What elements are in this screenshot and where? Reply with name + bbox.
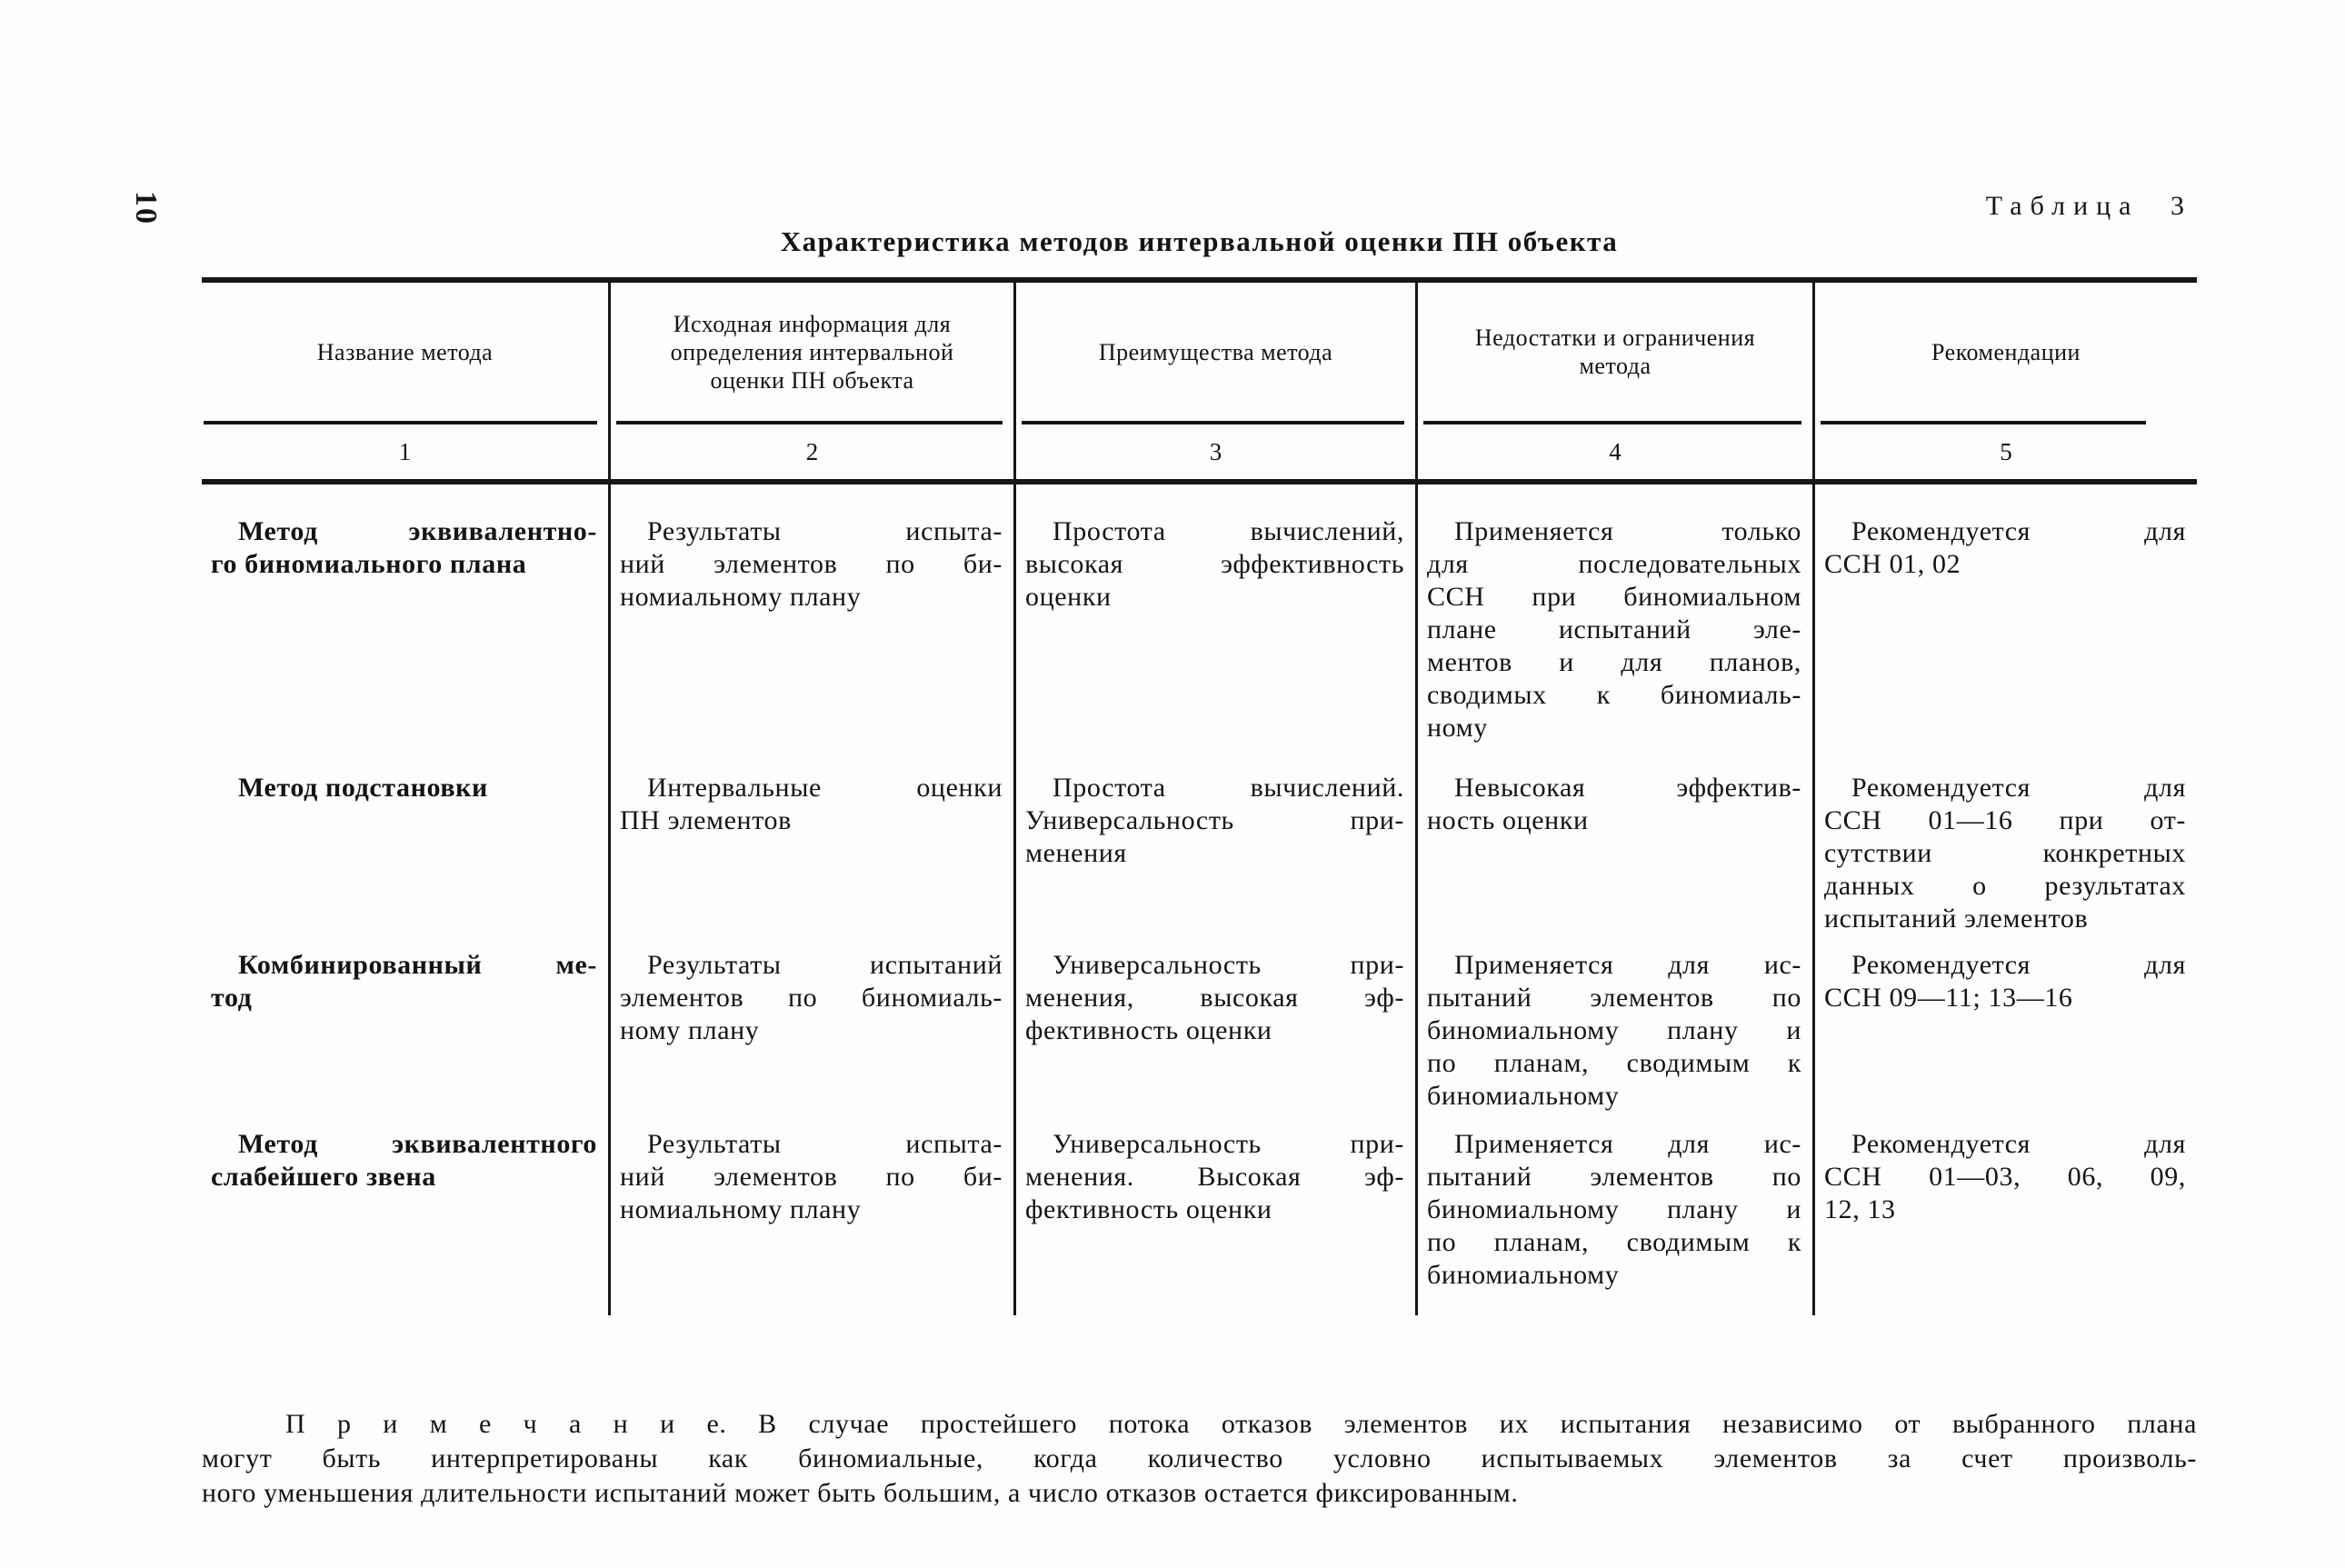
column-header-advantages: Преимущества метода — [1016, 283, 1418, 421]
document-title: Характеристика методов интервальной оценки ПН объекта — [780, 225, 1619, 257]
column-number-3: 3 — [1016, 424, 1418, 479]
column-number-5: 5 — [2000, 437, 2012, 465]
row-4-drawbacks-cell: Применяется для ис- пытаний элементов по биномиальному плану и по планам, сводимым к биномиальному — [1418, 1123, 1815, 1315]
row-1-source-info-cell: Результаты испыта- ний элементов по би- номиальному плану — [611, 484, 1016, 768]
column-number-1: 1 — [202, 424, 611, 479]
table-label: Таблица 3 — [1985, 191, 2192, 221]
row-3-recommendations-cell: Рекомендуется для ССН 09—11; 13—16 — [1824, 950, 2186, 1013]
column-number-4: 4 — [1418, 424, 1815, 479]
column-numbers-row — [202, 424, 2197, 479]
row-2-advantages-cell: Простота вычислений. Универсальность при- менения — [1016, 768, 1418, 945]
row-1-recommendations-cell: Рекомендуется для ССН 01, 02 — [1824, 516, 2186, 579]
row-3-advantages-cell: Универсальность при- менения, высокая эф- фективность оценки — [1016, 945, 1418, 1123]
row-4-recommendations-cell: Рекомендуется для ССН 01—03, 06, 09, 12, 13 — [1824, 1129, 2186, 1224]
table-header-row — [202, 277, 2197, 421]
row-4-source-info-cell: Результаты испыта- ний элементов по би- номиальному плану — [611, 1123, 1016, 1315]
row-3-method-cell: Комбинированный ме- тод — [202, 945, 611, 1123]
footnote: П р и м е ч а н и е. В случае простейшего потока отказов элементов их испытания независимо от выбранного плана могут быть интерпретированы как биномиальные, когда количество условно испытываемых элементов за счет произволь- ного уменьшения длительности испытаний может быть большим, а число отказов остается фиксированным. — [202, 1409, 2197, 1508]
column-header-drawbacks: Недостатки и ограничения метода — [1418, 283, 1815, 421]
column-header-method-name: Название метода — [202, 283, 611, 421]
row-2-drawbacks-cell: Невысокая эффектив- ность оценки — [1418, 768, 1815, 945]
row-2-source-info-cell: Интервальные оценки ПН элементов — [611, 768, 1016, 945]
methods-table — [202, 277, 2197, 1315]
row-2-recommendations-cell: Рекомендуется для ССН 01—16 при от- сутствии конкретных данных о результатах испытаний элементов — [1824, 773, 2186, 934]
table-row-4 — [202, 1123, 2197, 1315]
row-1-method-cell: Метод эквивалентно- го биномиального плана — [202, 484, 611, 768]
row-4-method-cell: Метод эквивалентного слабейшего звена — [202, 1123, 611, 1315]
row-3-drawbacks-cell: Применяется для ис- пытаний элементов по биномиальному плану и по планам, сводимым к биномиальному — [1418, 945, 1815, 1123]
row-1-advantages-cell: Простота вычислений, высокая эффективность оценки — [1016, 484, 1418, 768]
row-3-source-info-cell: Результаты испытаний элементов по биномиаль- ному плану — [611, 945, 1016, 1123]
column-number-2: 2 — [611, 424, 1016, 479]
table-row-3 — [202, 945, 2197, 1123]
table-row-1 — [202, 484, 2197, 768]
row-1-drawbacks-cell: Применяется только для последовательных ССН при биномиальном плане испытаний эле- ментов и для планов, сводимых к биномиаль- ному — [1418, 484, 1815, 768]
table-row-2 — [202, 768, 2197, 945]
row-2-method-cell: Метод подстановки — [202, 768, 611, 945]
page-number: 10 — [129, 191, 163, 225]
column-header-source-info: Исходная информация для определения интервальной оценки ПН объекта — [611, 283, 1016, 421]
row-4-advantages-cell: Универсальность при- менения. Высокая эф- фективность оценки — [1016, 1123, 1418, 1315]
column-header-recommendations: Рекомендации — [1931, 338, 2081, 365]
